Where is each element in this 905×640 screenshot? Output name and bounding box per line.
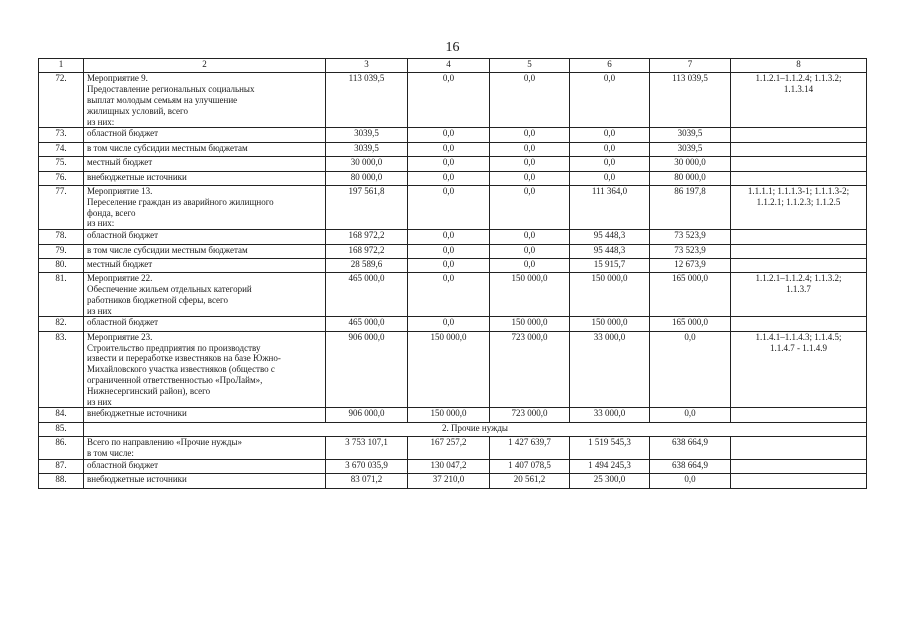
row-number-cell: 88. [39,474,84,488]
value-cell: 0,0 [490,185,570,229]
value-cell: 0,0 [408,73,490,128]
row-number-cell: 84. [39,408,84,422]
target-reference-cell [731,128,867,142]
value-cell: 0,0 [408,230,490,244]
value-cell: 1 494 245,3 [570,459,650,473]
value-cell: 113 039,5 [326,73,408,128]
value-cell: 0,0 [490,171,570,185]
table-row [39,230,867,244]
value-cell: 3039,5 [326,142,408,156]
value-cell: 167 257,2 [408,437,490,460]
value-cell: 0,0 [490,73,570,128]
table-row [39,273,867,317]
target-reference-cell: 1.1.4.1–1.1.4.3; 1.1.4.5; 1.1.4.7 - 1.1.4.9 [731,331,867,408]
value-cell: 0,0 [408,258,490,272]
value-cell: 30 000,0 [326,157,408,171]
row-name-cell: в том числе субсидии местным бюджетам [84,244,326,258]
row-name-cell: Мероприятие 13. Переселение граждан из аварийного жилищного фонда, всего из них: [84,185,326,229]
value-cell: 30 000,0 [650,157,731,171]
value-cell: 0,0 [650,331,731,408]
value-cell: 1 407 078,5 [490,459,570,473]
value-cell: 0,0 [408,157,490,171]
value-cell: 0,0 [650,408,731,422]
table-row [39,157,867,171]
value-cell: 168 972,2 [326,230,408,244]
header-cell: 4 [408,59,490,73]
value-cell: 33 000,0 [570,331,650,408]
value-cell: 0,0 [490,157,570,171]
value-cell: 0,0 [408,317,490,331]
table-row [39,171,867,185]
row-number-cell: 78. [39,230,84,244]
value-cell: 0,0 [408,128,490,142]
header-cell: 3 [326,59,408,73]
value-cell: 1 427 639,7 [490,437,570,460]
value-cell: 1 519 545,3 [570,437,650,460]
value-cell: 197 561,8 [326,185,408,229]
value-cell: 150 000,0 [490,273,570,317]
row-number-cell: 83. [39,331,84,408]
value-cell: 0,0 [408,244,490,258]
value-cell: 3 753 107,1 [326,437,408,460]
budget-table [38,58,867,489]
row-number-cell: 79. [39,244,84,258]
value-cell: 465 000,0 [326,273,408,317]
target-reference-cell [731,157,867,171]
row-name-cell: внебюджетные источники [84,474,326,488]
row-number-cell: 80. [39,258,84,272]
target-reference-cell [731,437,867,460]
row-name-cell: Мероприятие 9. Предоставление региональных социальных выплат молодым семьям на улучшение жилищных условий, всего из них: [84,73,326,128]
target-reference-cell [731,244,867,258]
value-cell: 80 000,0 [326,171,408,185]
row-name-cell: Мероприятие 22. Обеспечение жильем отдельных категорий работников бюджетной сферы, всего из них [84,273,326,317]
row-number-cell: 74. [39,142,84,156]
table-row [39,258,867,272]
value-cell: 0,0 [490,244,570,258]
row-number-cell: 82. [39,317,84,331]
row-name-cell: областной бюджет [84,317,326,331]
value-cell: 168 972,2 [326,244,408,258]
value-cell: 3039,5 [326,128,408,142]
header-cell: 6 [570,59,650,73]
value-cell: 73 523,9 [650,244,731,258]
table-row [39,474,867,488]
row-name-cell: местный бюджет [84,258,326,272]
table-row [39,73,867,128]
row-name-cell: местный бюджет [84,157,326,171]
row-name-cell: внебюджетные источники [84,408,326,422]
value-cell: 150 000,0 [490,317,570,331]
value-cell: 0,0 [490,142,570,156]
row-name-cell: областной бюджет [84,459,326,473]
value-cell: 86 197,8 [650,185,731,229]
target-reference-cell: 1.1.2.1–1.1.2.4; 1.1.3.2; 1.1.3.14 [731,73,867,128]
table-row [39,437,867,460]
value-cell: 638 664,9 [650,437,731,460]
page-number: 16 [445,40,460,55]
value-cell: 150 000,0 [408,331,490,408]
value-cell: 33 000,0 [570,408,650,422]
value-cell: 0,0 [570,142,650,156]
value-cell: 28 589,6 [326,258,408,272]
row-number-cell: 81. [39,273,84,317]
row-name-cell: Мероприятие 23. Строительство предприятия по производству извести и переработке известняков на базе Южно- Михайловского участка известняков (общество с ограниченной ответственностью «ПроЛайм», Нижнесергинский район), всего из них [84,331,326,408]
value-cell: 25 300,0 [570,474,650,488]
value-cell: 165 000,0 [650,317,731,331]
table-row [39,422,867,436]
section-title-cell: 2. Прочие нужды [84,422,867,436]
table-row [39,317,867,331]
value-cell: 20 561,2 [490,474,570,488]
value-cell: 0,0 [408,142,490,156]
table-row [39,331,867,408]
target-reference-cell: 1.1.2.1–1.1.2.4; 1.1.3.2; 1.1.3.7 [731,273,867,317]
table-row [39,244,867,258]
value-cell: 0,0 [570,171,650,185]
value-cell: 0,0 [490,258,570,272]
row-number-cell: 85. [39,422,84,436]
header-cell: 5 [490,59,570,73]
row-name-cell: в том числе субсидии местным бюджетам [84,142,326,156]
table-row [39,128,867,142]
target-reference-cell [731,317,867,331]
value-cell: 0,0 [490,128,570,142]
value-cell: 95 448,3 [570,244,650,258]
value-cell: 0,0 [650,474,731,488]
value-cell: 0,0 [570,73,650,128]
row-number-cell: 73. [39,128,84,142]
value-cell: 150 000,0 [408,408,490,422]
value-cell: 12 673,9 [650,258,731,272]
row-number-cell: 75. [39,157,84,171]
value-cell: 0,0 [570,128,650,142]
table-row [39,185,867,229]
value-cell: 0,0 [408,171,490,185]
header-cell: 1 [39,59,84,73]
row-number-cell: 86. [39,437,84,460]
value-cell: 0,0 [570,157,650,171]
value-cell: 150 000,0 [570,317,650,331]
value-cell: 638 664,9 [650,459,731,473]
row-name-cell: областной бюджет [84,128,326,142]
value-cell: 0,0 [490,230,570,244]
header-cell: 2 [84,59,326,73]
value-cell: 3 670 035,9 [326,459,408,473]
row-name-cell: Всего по направлению «Прочие нужды» в том числе: [84,437,326,460]
header-cell: 8 [731,59,867,73]
value-cell: 150 000,0 [570,273,650,317]
row-name-cell: внебюджетные источники [84,171,326,185]
value-cell: 906 000,0 [326,331,408,408]
target-reference-cell [731,142,867,156]
value-cell: 73 523,9 [650,230,731,244]
value-cell: 113 039,5 [650,73,731,128]
table-row [39,408,867,422]
row-number-cell: 76. [39,171,84,185]
value-cell: 111 364,0 [570,185,650,229]
value-cell: 0,0 [408,273,490,317]
value-cell: 130 047,2 [408,459,490,473]
target-reference-cell [731,230,867,244]
table-row [39,142,867,156]
value-cell: 83 071,2 [326,474,408,488]
header-cell: 7 [650,59,731,73]
value-cell: 0,0 [408,185,490,229]
target-reference-cell [731,459,867,473]
table-row [39,459,867,473]
target-reference-cell [731,474,867,488]
table-header-row [39,59,867,73]
value-cell: 3039,5 [650,128,731,142]
target-reference-cell [731,408,867,422]
value-cell: 37 210,0 [408,474,490,488]
value-cell: 723 000,0 [490,331,570,408]
value-cell: 3039,5 [650,142,731,156]
row-number-cell: 87. [39,459,84,473]
value-cell: 906 000,0 [326,408,408,422]
value-cell: 80 000,0 [650,171,731,185]
value-cell: 165 000,0 [650,273,731,317]
target-reference-cell [731,171,867,185]
target-reference-cell [731,258,867,272]
row-number-cell: 72. [39,73,84,128]
value-cell: 15 915,7 [570,258,650,272]
value-cell: 465 000,0 [326,317,408,331]
row-name-cell: областной бюджет [84,230,326,244]
value-cell: 723 000,0 [490,408,570,422]
value-cell: 95 448,3 [570,230,650,244]
target-reference-cell: 1.1.1.1; 1.1.1.3-1; 1.1.1.3-2; 1.1.2.1; 1.1.2.3; 1.1.2.5 [731,185,867,229]
row-number-cell: 77. [39,185,84,229]
